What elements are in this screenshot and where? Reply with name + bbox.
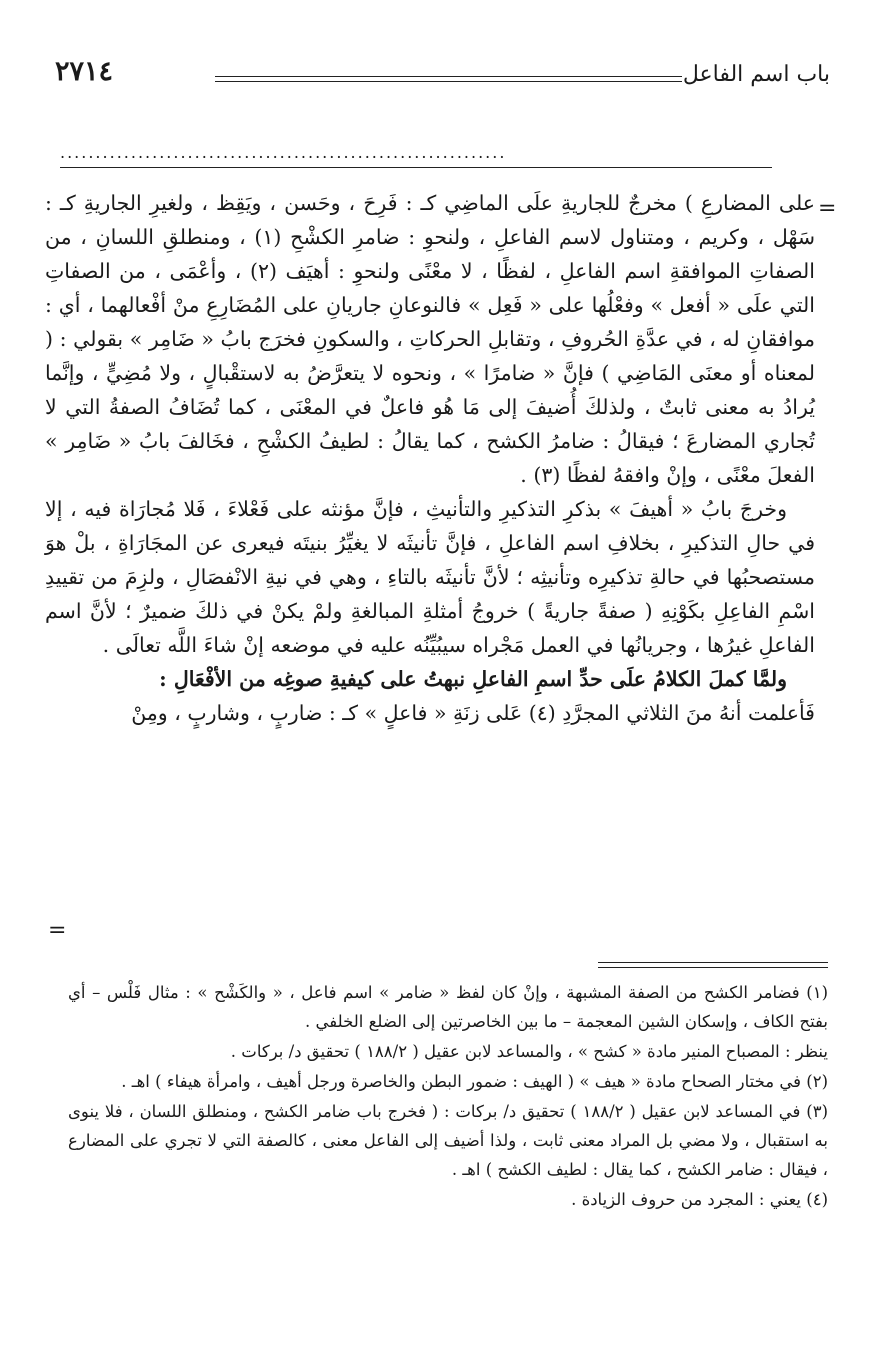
continuation-mark-bottom: = [48,918,67,943]
footnote: (٤) يعني : المجرد من حروف الزيادة . [571,1190,828,1209]
paragraph: فَأعلمت أنهُ منَ الثلاثي المجرَّدِ (٤) عَلى زنَةِ « فاعلٍ » كـ : ضاربٍ ، وشاربٍ ، ومِنْ [131,701,815,725]
footnote-reference: ينظر : المصباح المنير مادة « كشح » ، والمساعد لابن عقيل ( ١٨٨/٢ ) تحقيق د/ بركات . [230,1042,828,1061]
header-rule [215,81,682,82]
paragraph: وخرجَ بابُ « أهيفَ » بذكرِ التذكيرِ والتأنيثِ ، فإنَّ مؤنثه على فَعْلاءَ ، فَلا مُجارَاة فيه ، إلا في حالِ التذكيرِ ، بخلافِ اسم الفاعلِ ، فإنَّ تأنيثَه لا يغيِّرُ بنيتَه فيعرى عن المجَارَاةِ ، بلْ هوَ مستصحبُها في حالةِ تذكيرِه وتأنيثِه ؛ لأنَّ تأنيثَه بالتاءِ ، وهي في نيةِ الانْفصَالِ ، ولزِمَ من تقييدِ اسْمِ الفاعِلِ بكَوْنِهِ ( صفةً جاريةً ) خروجُ أمثلةِ المبالغةِ ولمْ يكنْ في ذلكَ ضميرٌ ؛ لأنَّ اسم الفاعلِ غيرُها ، وجريانُها في العمل مَجْراه سيبُيِّنُه عليه في موضعه إنْ شاءَ اللَّه تعالَى . [45,497,815,657]
continuation-mark-top: = [818,196,837,221]
chapter-title: باب اسم الفاعل [682,62,830,87]
footnote: (٣) في المساعد لابن عقيل ( ١٨٨/٢ ) تحقيق د/ بركات : ( فخرج باب ضامر الكشح ، ومنطلق اللسان ، فلا ينوى به استقبال ، ولا مضي بل المراد معنى ثابت ، ولذا أضيف إلى الفاعل معنى ، كالصفة التي لا تجري على المضارع ، فيقال : ضامر الكشح ، كما يقال : لطيف الكشح ) اهـ . [68,1102,828,1179]
paragraph: على المضارعِ ) مخرجٌ للجاريةِ علَى الماضِي كـ : فَرِحَ ، وحَسن ، ويَقِظ ، ولغيرِ الجاريةِ كـ : سَهْل ، وكريم ، ومتناول لاسم الفاعلِ ، ولنحوِ : ضامرِ الكشْحِ (١) ، ومنطلقِ اللسانِ ، من الصفاتِ الموافقةِ اسم الفاعلِ ، لفظًا ، لا معْنًى ولنحوِ : أهيَف (٢) ، وأعْمَى ، من الصفاتِ التي علَى « أفعل » وفعْلُها على « فَعِل » فالنوعانِ جاريانِ على المُضَارِعِ منْ أفْعالهما ، أي : موافقانِ له ، في عدَّةِ الحُروفِ ، وتقابلِ الحركاتِ ، والسكونِ فخرَج بابُ « ضَامِر » بقولي : ( لمعناه أو معنَى المَاضِي ) فإنَّ « ضامرًا » ، ونحوه لا يتعرَّضُ به لاستقْبالٍ ، ولا مُضِيٍّ ، وإنَّما يُرادُ به معنى ثابتٌ ، ولذلكَ أُضيفَ إلى مَا هُو فاعلٌ في المعْنَى ، كما تُضَافُ الصفةُ التي لا تُجاري المضارعَ ؛ فيقالُ : ضامرُ الكشح ، كما يقالُ : لطيفُ الكشْحِ ، فخَالفَ بابُ « ضَامِر » الفعلَ معْنًى ، وإنْ وافقهُ لفظًا (٣) . [45,191,815,487]
page-header [55,56,830,96]
ellipsis-line: ............................................................... [60,143,507,162]
footnotes [68,978,828,1214]
paragraph-heading: ولمَّا كملَ الكلامُ علَى حدِّ اسمِ الفاعلِ نبهتُ على كيفيةِ صوغِه من الأفْعَالِ : [159,667,787,691]
footnote-rule [598,962,828,963]
page-number: ٢٧١٤ [55,56,114,87]
footnote-rule [598,967,828,968]
section-divider [60,167,772,168]
footnote: (٢) في مختار الصحاح مادة « هيف » ( الهيف : ضمور البطن والخاصرة ورجل أهيف ، وامرأة هيفاء ) اهـ . [121,1072,828,1091]
header-rule [215,76,682,77]
footnote: (١) فضامر الكشح من الصفة المشبهة ، وإنْ كان لفظ « ضامر » اسم فاعل ، « والكَشْح » : مثال فَلْس – أي بفتح الكاف ، وإسكان الشين المعجمة – ما بين الخاصرتين إلى الضلع الخلفي . [68,983,828,1031]
main-text [45,186,815,730]
